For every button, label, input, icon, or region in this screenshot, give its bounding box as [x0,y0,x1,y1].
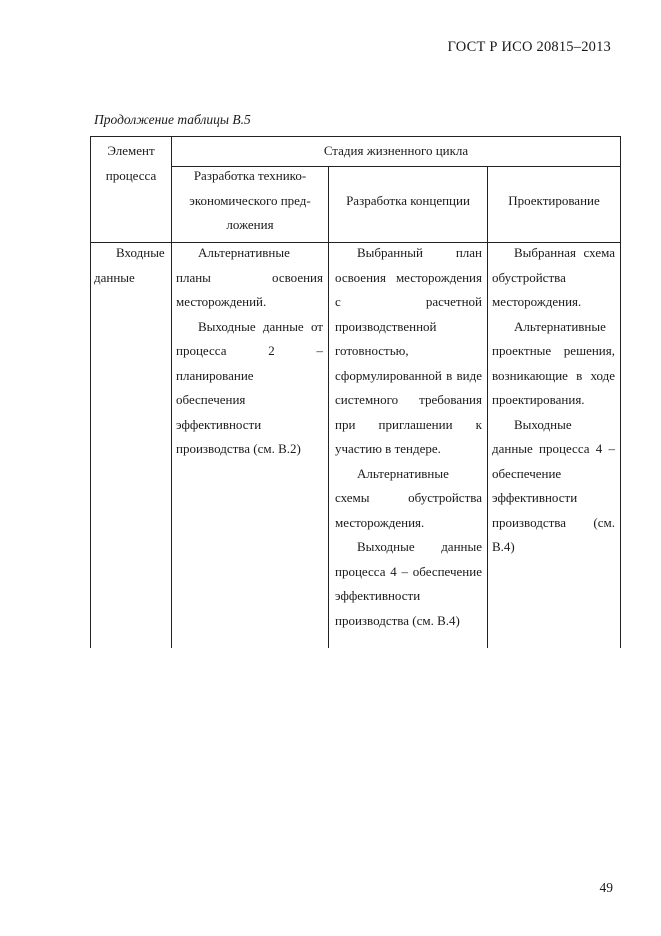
design-paragraph-2: Альтернативные проектные решения, возникающие в ходе проектирования. [492,318,615,407]
design-paragraph-1: Выбранная схема обустройства месторождения. [492,245,615,309]
column-divider-3 [487,166,488,648]
column-divider-2 [328,166,329,648]
feasibility-paragraph-2: Выходные данные от процесса 2 – планирование обеспечения эффективности производства (см. В.2) [176,318,323,456]
header-element-line-1: Элемент [107,143,155,158]
page-number: 49 [599,880,613,895]
table-caption: Продолжение таблицы В.5 [94,112,251,127]
lifecycle-table [90,136,620,648]
concept-paragraph-3: Выходные данные процесса 4 – обеспечение эффективности производства (см. В.4) [335,539,482,628]
table-left-border [90,136,91,648]
design-paragraph-3: Выходные данные процесса 4 – обеспечение эффективности производства (см. В.4) [492,416,615,554]
subheader-feasibility-line-2: экономического пред- [189,192,311,208]
subheader-design: Проектирование [508,193,600,208]
header-lifecycle-stage: Стадия жизненного цикла [323,143,469,158]
header-element-line-2: процесса [105,167,157,183]
concept-paragraph-1: Выбранный план освоения месторождения с расчетной производственной готовностью, сформулированной в виде системного требования при приглашении к участию в тендере. [335,245,482,456]
cell-design [492,241,615,560]
cell-concept [335,241,482,633]
table-right-border [620,136,621,648]
document-standard-header: ГОСТ Р ИСО 20815–2013 [447,39,611,55]
cell-feasibility [176,241,323,462]
feasibility-paragraph-1: Альтернативные планы освоения месторождений. [176,245,323,309]
subheader-feasibility-line-3: ложения [226,217,274,232]
cell-element-input-data [94,241,166,290]
subheader-feasibility [172,164,328,238]
header-element-process [91,139,171,188]
subheader-feasibility-line-1: Разработка технико- [193,168,307,183]
element-input-data-text: Входные данные [94,245,165,285]
subheader-concept: Разработка концепции [346,193,470,208]
table-top-border [90,136,620,137]
concept-paragraph-2: Альтернативные схемы обустройства месторождения. [335,465,482,530]
